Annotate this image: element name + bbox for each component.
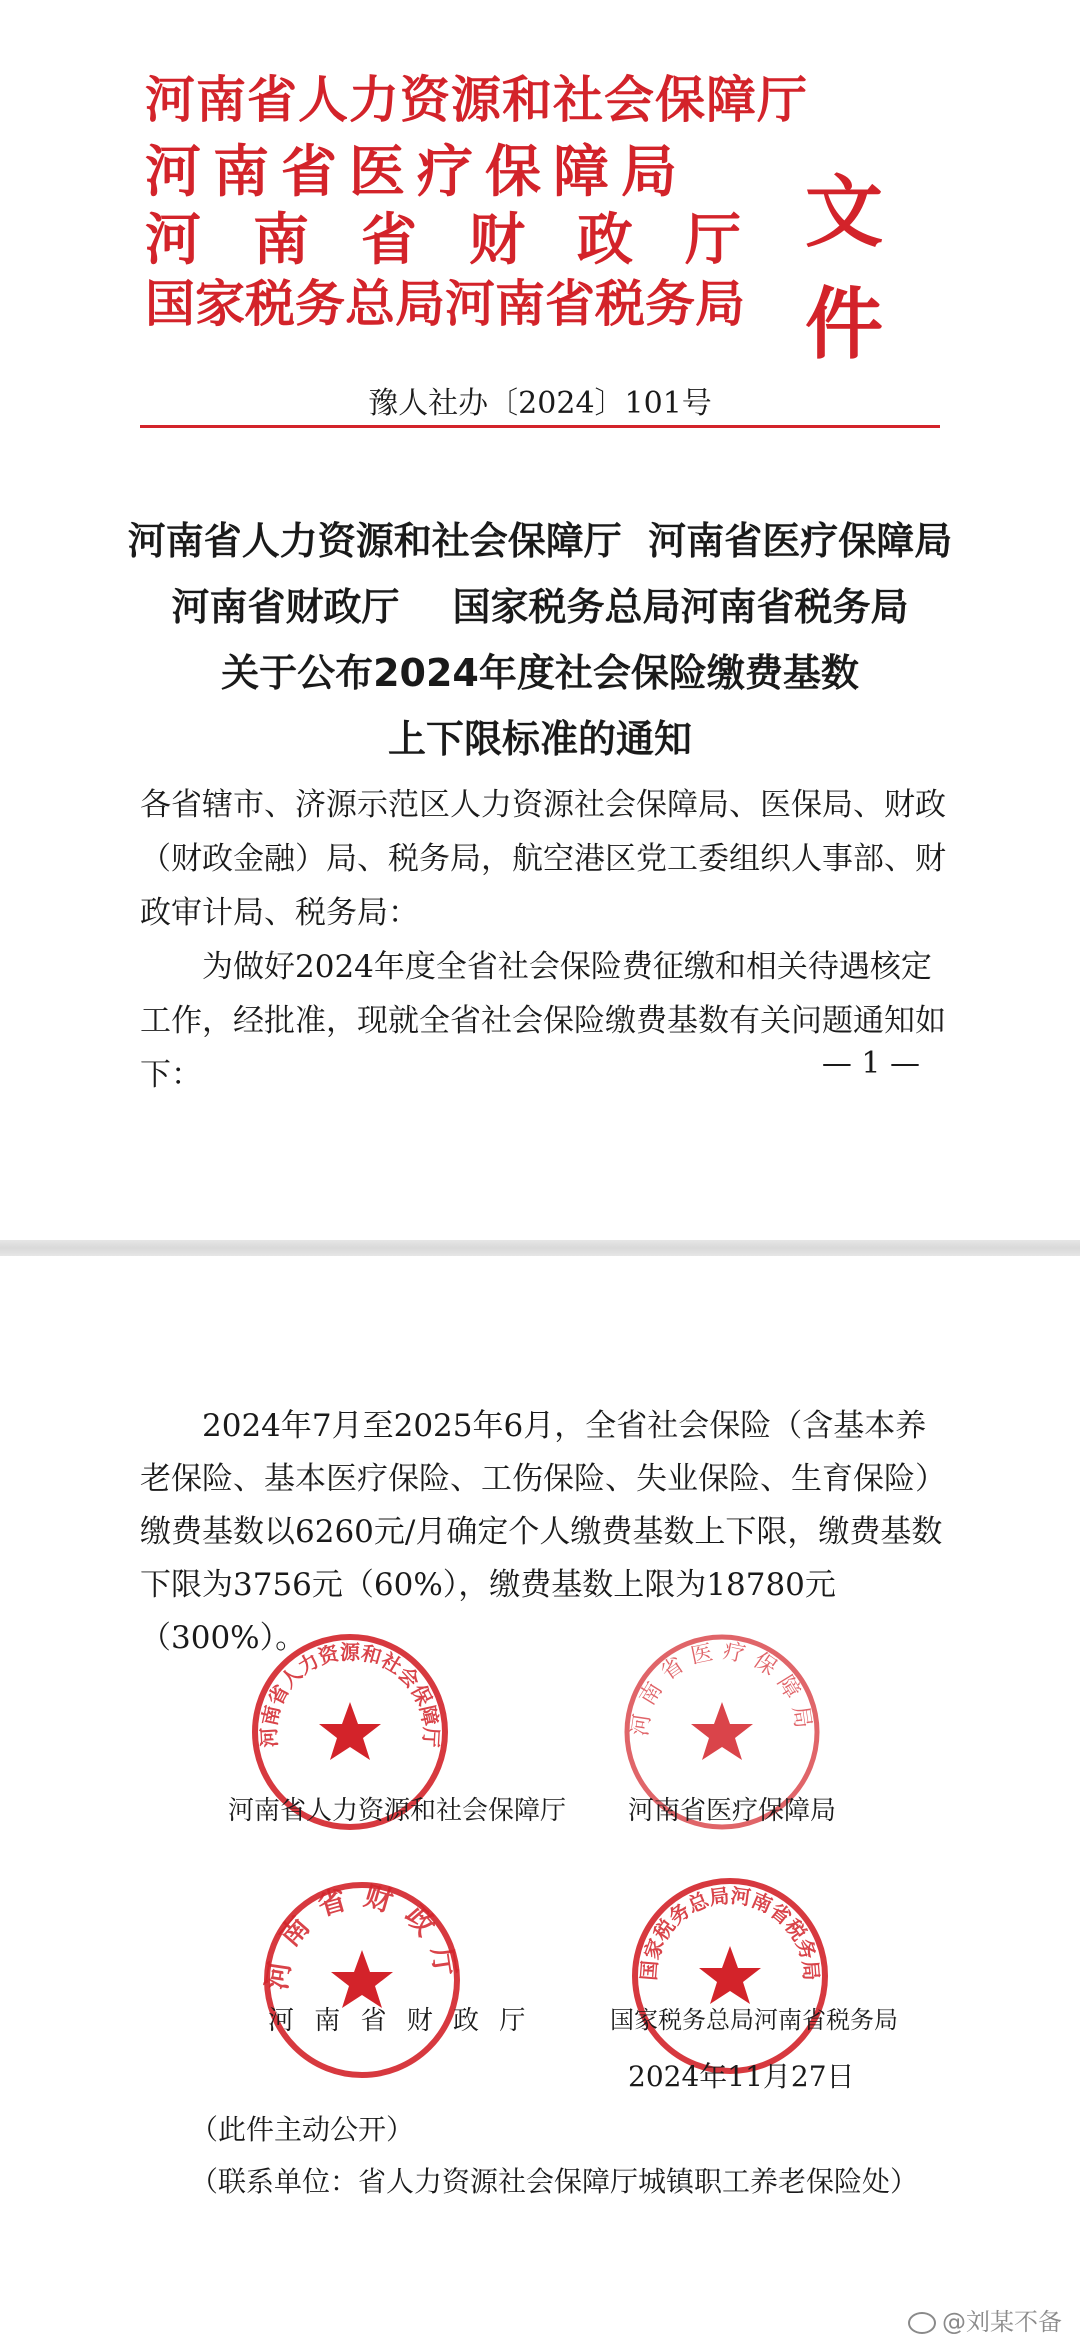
page-gap (0, 1240, 1080, 1256)
watermark (908, 2302, 1062, 2337)
weibo-icon (908, 2312, 936, 2334)
salutation: 各省辖市、济源示范区人力资源社会保障局、医保局、财政（财政金融）局、税务局，航空港区党工委组织人事部、财政审计局、税务局： (140, 787, 946, 931)
seal-medical-name: 河南省医疗保障局 (628, 1796, 837, 1826)
header-agency-2: 河南省医疗保障局 (145, 140, 689, 205)
seal-hrss-ring-text: 河南省人力资源和社会保障厅 (256, 1639, 444, 1749)
file-label: 文件 (805, 168, 884, 370)
seal-tax-ring-text: 国家税务总局河南省税务局 (636, 1883, 824, 1982)
title-line-2: 河南省财政厅 国家税务总局河南省税务局 (171, 585, 909, 629)
contact-note: （联系单位：省人力资源社会保障厅城镇职工养老保险处） (190, 2165, 919, 2198)
seal-finance-name: 河 南 省 财 政 厅 (268, 2006, 532, 2036)
red-divider (140, 425, 940, 428)
body-paragraph: 2024年7月至2025年6月，全省社会保险（含基本养老保险、基本医疗保险、工伤保险、失业保险、生育保险）缴费基数以6260元/月确定个人缴费基数上下限，缴费基数下限为3756元（60%），缴费基数上限为18780元（300%）。 (140, 1408, 943, 1656)
page-number: — 1 — (821, 1046, 920, 1081)
title-line-3: 关于公布2024年度社会保险缴费基数 (221, 651, 859, 695)
header-agency-4: 国家税务总局河南省税务局 (145, 275, 745, 333)
seal-medical-ring-text: 河南省医疗保障局 (627, 1638, 817, 1738)
seal-tax (630, 1876, 830, 2076)
title-line-4: 上下限标准的通知 (387, 717, 692, 761)
seal-tax-name: 国家税务总局河南省税务局 (610, 2006, 898, 2034)
title-line-1: 河南省人力资源和社会保障厅 河南省医疗保障局 (127, 519, 953, 563)
seal-finance-graphic (259, 1879, 465, 2080)
public-note: （此件主动公开） (190, 2113, 415, 2146)
intro-paragraph: 为做好2024年度全省社会保险费征缴和相关待遇核定工作，经批准，现就全省社会保险缴费基数有关问题通知如下： (140, 949, 946, 1093)
header-agency-1: 河南省人力资源和社会保障厅 (145, 71, 808, 129)
issue-date: 2024年11月27日 (628, 2060, 855, 2093)
document-number: 豫人社办〔2024〕101号 (368, 386, 712, 421)
seal-finance (259, 1879, 465, 2080)
seal-hrss-name: 河南省人力资源和社会保障厅 (228, 1796, 567, 1826)
watermark-text: @刘某不备 (942, 2308, 1062, 2336)
seal-finance-ring-text: 河南省财政厅 (259, 1879, 465, 1992)
header-agency-3: 河南省财政厅 (145, 208, 793, 273)
red-header (145, 50, 935, 370)
seal-tax-graphic (630, 1876, 830, 2076)
